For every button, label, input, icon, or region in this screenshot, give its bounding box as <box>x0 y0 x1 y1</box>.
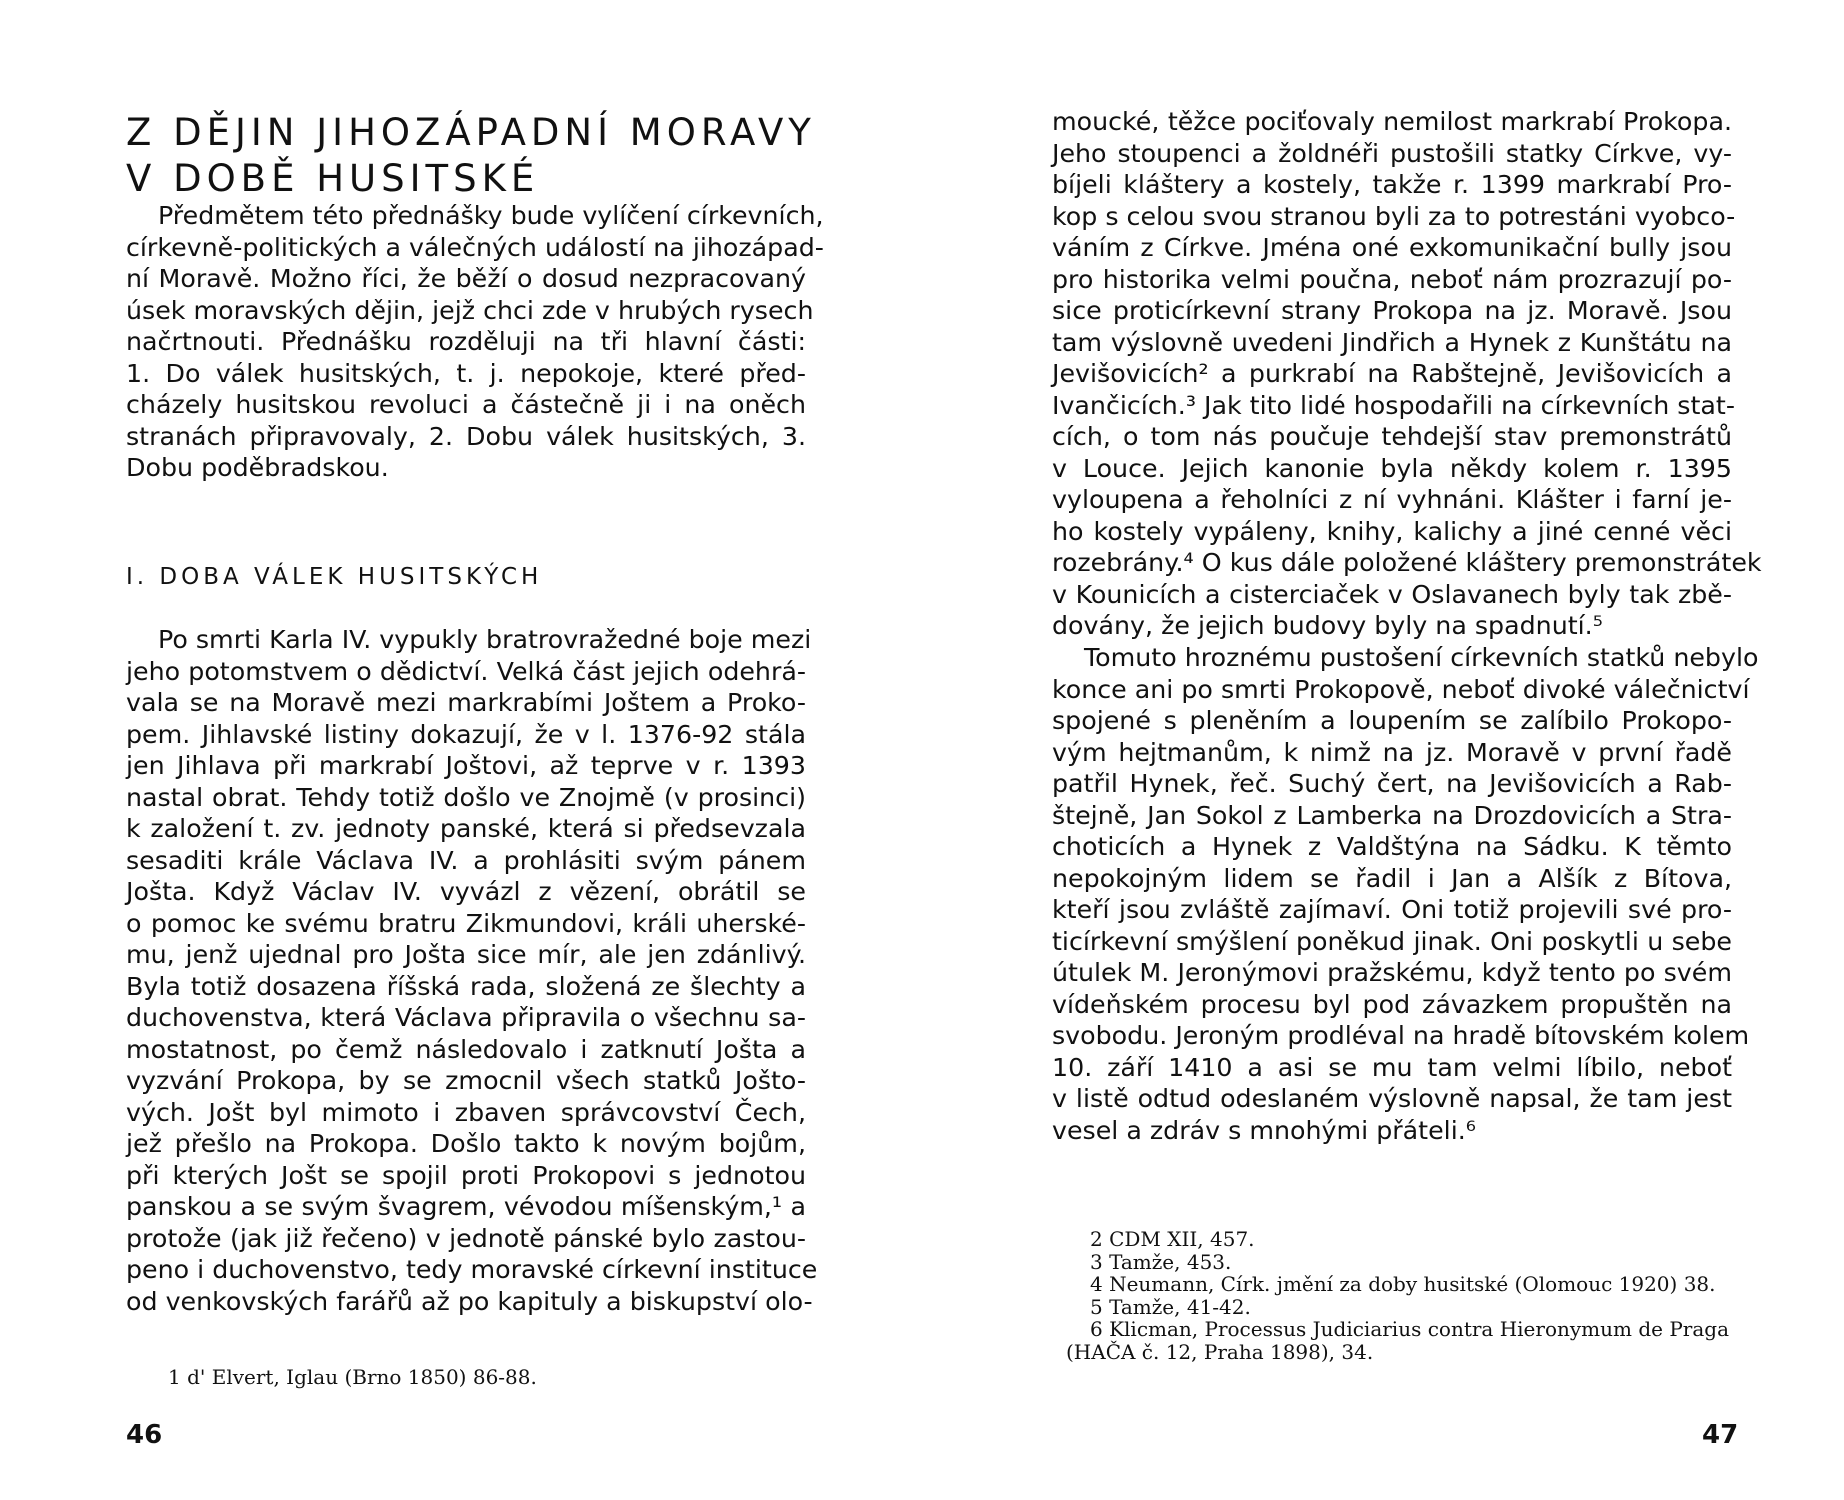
text-line: patřil Hynek, řeč. Suchý čert, na Jevišovicích a Rab- <box>1052 769 1732 798</box>
text-line: peno i duchovenstvo, tedy moravské církevní instituce <box>126 1255 818 1284</box>
text-line: ní Moravě. Možno říci, že běží o dosud nezpracovaný <box>126 264 806 293</box>
text-line: štejně, Jan Sokol z Lamberka na Drozdovicích a Stra- <box>1052 800 1732 830</box>
body-paragraph <box>1052 642 1759 1146</box>
text-line: o pomoc ke svému bratru Zikmundovi, králi uherské- <box>126 908 806 938</box>
text-line: Jeho stoupenci a žoldnéři pustošili statky Církve, vy- <box>1052 138 1732 168</box>
text-line: vyzvání Prokopa, by se zmocnil všech statků Jošto- <box>126 1066 806 1095</box>
text-line: v Kounicích a cisterciaček v Oslavanech byly tak zbě- <box>1052 579 1732 609</box>
text-line: 1. Do válek husitských, t. j. nepokoje, které před- <box>126 358 806 388</box>
text-line: pem. Jihlavské listiny dokazují, že v l. 1376-92 stála <box>126 719 806 749</box>
text-line: útulek M. Jeronýmovi pražskému, když tento po svém <box>1052 958 1732 987</box>
text-line: Jevišovicích² a purkrabí na Rabštejně, Jevišovicích a <box>1052 359 1732 388</box>
text-line: kop s celou svou stranou byli za to potrestáni vyobco- <box>1052 201 1736 231</box>
text-line: církevně-politických a válečných událostí na jihozápad- <box>126 232 824 262</box>
text-line: načrtnouti. Přednášku rozděluji na tři hlavní části: <box>126 327 806 356</box>
text-line: panskou a se svým švagrem, vévodou míšenským,¹ a <box>126 1192 806 1221</box>
text-line: svobodu. Jeroným prodléval na hradě bítovském kolem <box>1052 1021 1750 1050</box>
footnote: 5 Tamže, 41-42. <box>1090 1294 1251 1319</box>
text-line: k založení t. zv. jednoty panské, která si předsevzala <box>126 814 806 843</box>
text-line: úsek moravských dějin, jejž chci zde v hrubých rysech <box>126 295 814 325</box>
text-line: ticírkevní smýšlení poněkud jinak. Oni poskytli u sebe <box>1052 926 1732 956</box>
body-paragraph <box>1052 106 1762 642</box>
footnotes <box>1066 1227 1729 1364</box>
text-line: Byla totiž dosazena říšská rada, složená ze šlechty a <box>126 971 806 1001</box>
text-line: při kterých Jošt se spojil proti Prokopovi s jednotou <box>126 1160 806 1190</box>
text-line: nepokojným lidem se řadil i Jan a Alšík z Bítova, <box>1052 863 1732 893</box>
text-line: Předmětem této přednášky bude vylíčení církevních, <box>158 201 824 230</box>
text-line: duchovenstva, která Václava připravila o všechnu sa- <box>126 1003 806 1032</box>
text-line: kteří jsou zvláště zajímaví. Oni totiž projevili své pro- <box>1052 895 1732 924</box>
text-line: Dobu poděbradskou. <box>126 453 389 482</box>
text-line: protože (jak již řečeno) v jednotě pánské bylo zastou- <box>126 1223 806 1253</box>
footnote: 2 CDM XII, 457. <box>1090 1227 1255 1251</box>
text-line: Jošta. Když Václav IV. vyvázl z vězení, obrátil se <box>126 877 806 906</box>
text-line: 10. září 1410 a asi se mu tam velmi líbilo, neboť <box>1052 1052 1732 1082</box>
text-line: sice proticírkevní strany Prokopa na jz. Moravě. Jsou <box>1052 296 1732 325</box>
intro-paragraph <box>126 200 824 484</box>
page-number: 47 <box>1702 1420 1739 1450</box>
chapter-title-line: Z DĚJIN JIHOZÁPADNÍ MORAVY <box>126 111 816 154</box>
text-line: vesel a zdráv s mnohými přáteli.⁶ <box>1052 1115 1476 1145</box>
text-line: vídeňském procesu byl pod závazkem propuštěn na <box>1052 989 1732 1019</box>
text-line: bíjeli kláštery a kostely, takže r. 1399 markrabí Pro- <box>1052 170 1732 199</box>
footnote: 6 Klicman, Processus Judiciarius contra Hieronymum de Praga <box>1090 1317 1729 1341</box>
footnote: 1 d' Elvert, Iglau (Brno 1850) 86-88. <box>168 1365 537 1389</box>
footnote: (HAČA č. 12, Praha 1898), 34. <box>1066 1339 1374 1364</box>
footnotes <box>168 1366 537 1389</box>
body-paragraph <box>126 624 818 1317</box>
text-line: vyloupena a řeholníci z ní vyhnáni. Klášter i farní je- <box>1052 485 1732 514</box>
text-line: ho kostely vypáleny, knihy, kalichy a jiné cenné věci <box>1052 516 1732 546</box>
chapter-title-line: V DOBĚ HUSITSKÉ <box>126 157 540 200</box>
text-line: v Louce. Jejich kanonie byla někdy kolem r. 1395 <box>1052 453 1732 483</box>
text-line: od venkovských farářů až po kapituly a biskupství olo- <box>126 1286 813 1316</box>
page-number: 46 <box>126 1420 163 1450</box>
text-line: sesaditi krále Václava IV. a prohlásiti svým pánem <box>126 845 806 875</box>
text-line: jen Jihlava při markrabí Joštovi, až teprve v r. 1393 <box>126 751 806 780</box>
chapter-title <box>126 110 846 202</box>
text-line: váním z Církve. Jména oné exkomunikační bully jsou <box>1052 233 1732 262</box>
section-heading: I. DOBA VÁLEK HUSITSKÝCH <box>126 564 543 590</box>
right-page <box>922 0 1844 1500</box>
text-line: tam výslovně uvedeni Jindřich a Hynek z Kunštátu na <box>1052 327 1732 357</box>
text-line: cích, o tom nás poučuje tehdejší stav premonstrátů <box>1052 422 1732 451</box>
text-line: Tomuto hroznému pustošení církevních statků nebylo <box>1084 643 1759 672</box>
text-line: mostatnost, po čemž následovalo i zatknutí Jošta a <box>126 1034 806 1064</box>
text-line: vých. Jošt byl mimoto i zbaven správcovství Čech, <box>126 1097 806 1127</box>
text-line: vala se na Moravě mezi markrabími Joštem a Proko- <box>126 688 806 717</box>
text-line: mu, jenž ujednal pro Jošta sice mír, ale jen zdánlivý. <box>126 940 806 969</box>
text-line: choticích a Hynek z Valdštýna na Sádku. K těmto <box>1052 832 1732 861</box>
text-line: jež přešlo na Prokopa. Došlo takto k novým bojům, <box>126 1129 806 1158</box>
text-line: cházely husitskou revoluci a částečně ji i na oněch <box>126 390 806 419</box>
text-line: Po smrti Karla IV. vypukly bratrovražedné boje mezi <box>158 625 812 654</box>
text-line: Ivančicích.³ Jak tito lidé hospodařili na církevních stat- <box>1052 390 1735 420</box>
text-line: moucké, těžce pociťovaly nemilost markrabí Prokopa. <box>1052 107 1732 136</box>
text-line: stranách připravovaly, 2. Dobu válek husitských, 3. <box>126 421 806 451</box>
text-line: v listě odtud odeslaném výslovně napsal, že tam jest <box>1052 1084 1732 1113</box>
text-line: jeho potomstvem o dědictví. Velká část jejich odehrá- <box>126 656 806 686</box>
text-line: nastal obrat. Tehdy totiž došlo ve Znojmě (v prosinci) <box>126 782 806 812</box>
text-line: dovány, že jejich budovy byly na spadnutí.⁵ <box>1052 611 1603 640</box>
text-line: vým hejtmanům, k nimž na jz. Moravě v první řadě <box>1052 737 1732 767</box>
text-line: rozebrány.⁴ O kus dále položené kláštery premonstrátek <box>1052 548 1762 577</box>
text-line: konce ani po smrti Prokopově, neboť divoké válečnictví <box>1052 674 1750 704</box>
text-line: spojené s pleněním a loupením se zalíbilo Prokopo- <box>1052 706 1732 735</box>
footnote: 3 Tamže, 453. <box>1090 1249 1232 1274</box>
text-line: pro historika velmi poučna, neboť nám prozrazují po- <box>1052 264 1732 294</box>
footnote: 4 Neumann, Círk. jmění za doby husitské (Olomouc 1920) 38. <box>1090 1272 1716 1296</box>
